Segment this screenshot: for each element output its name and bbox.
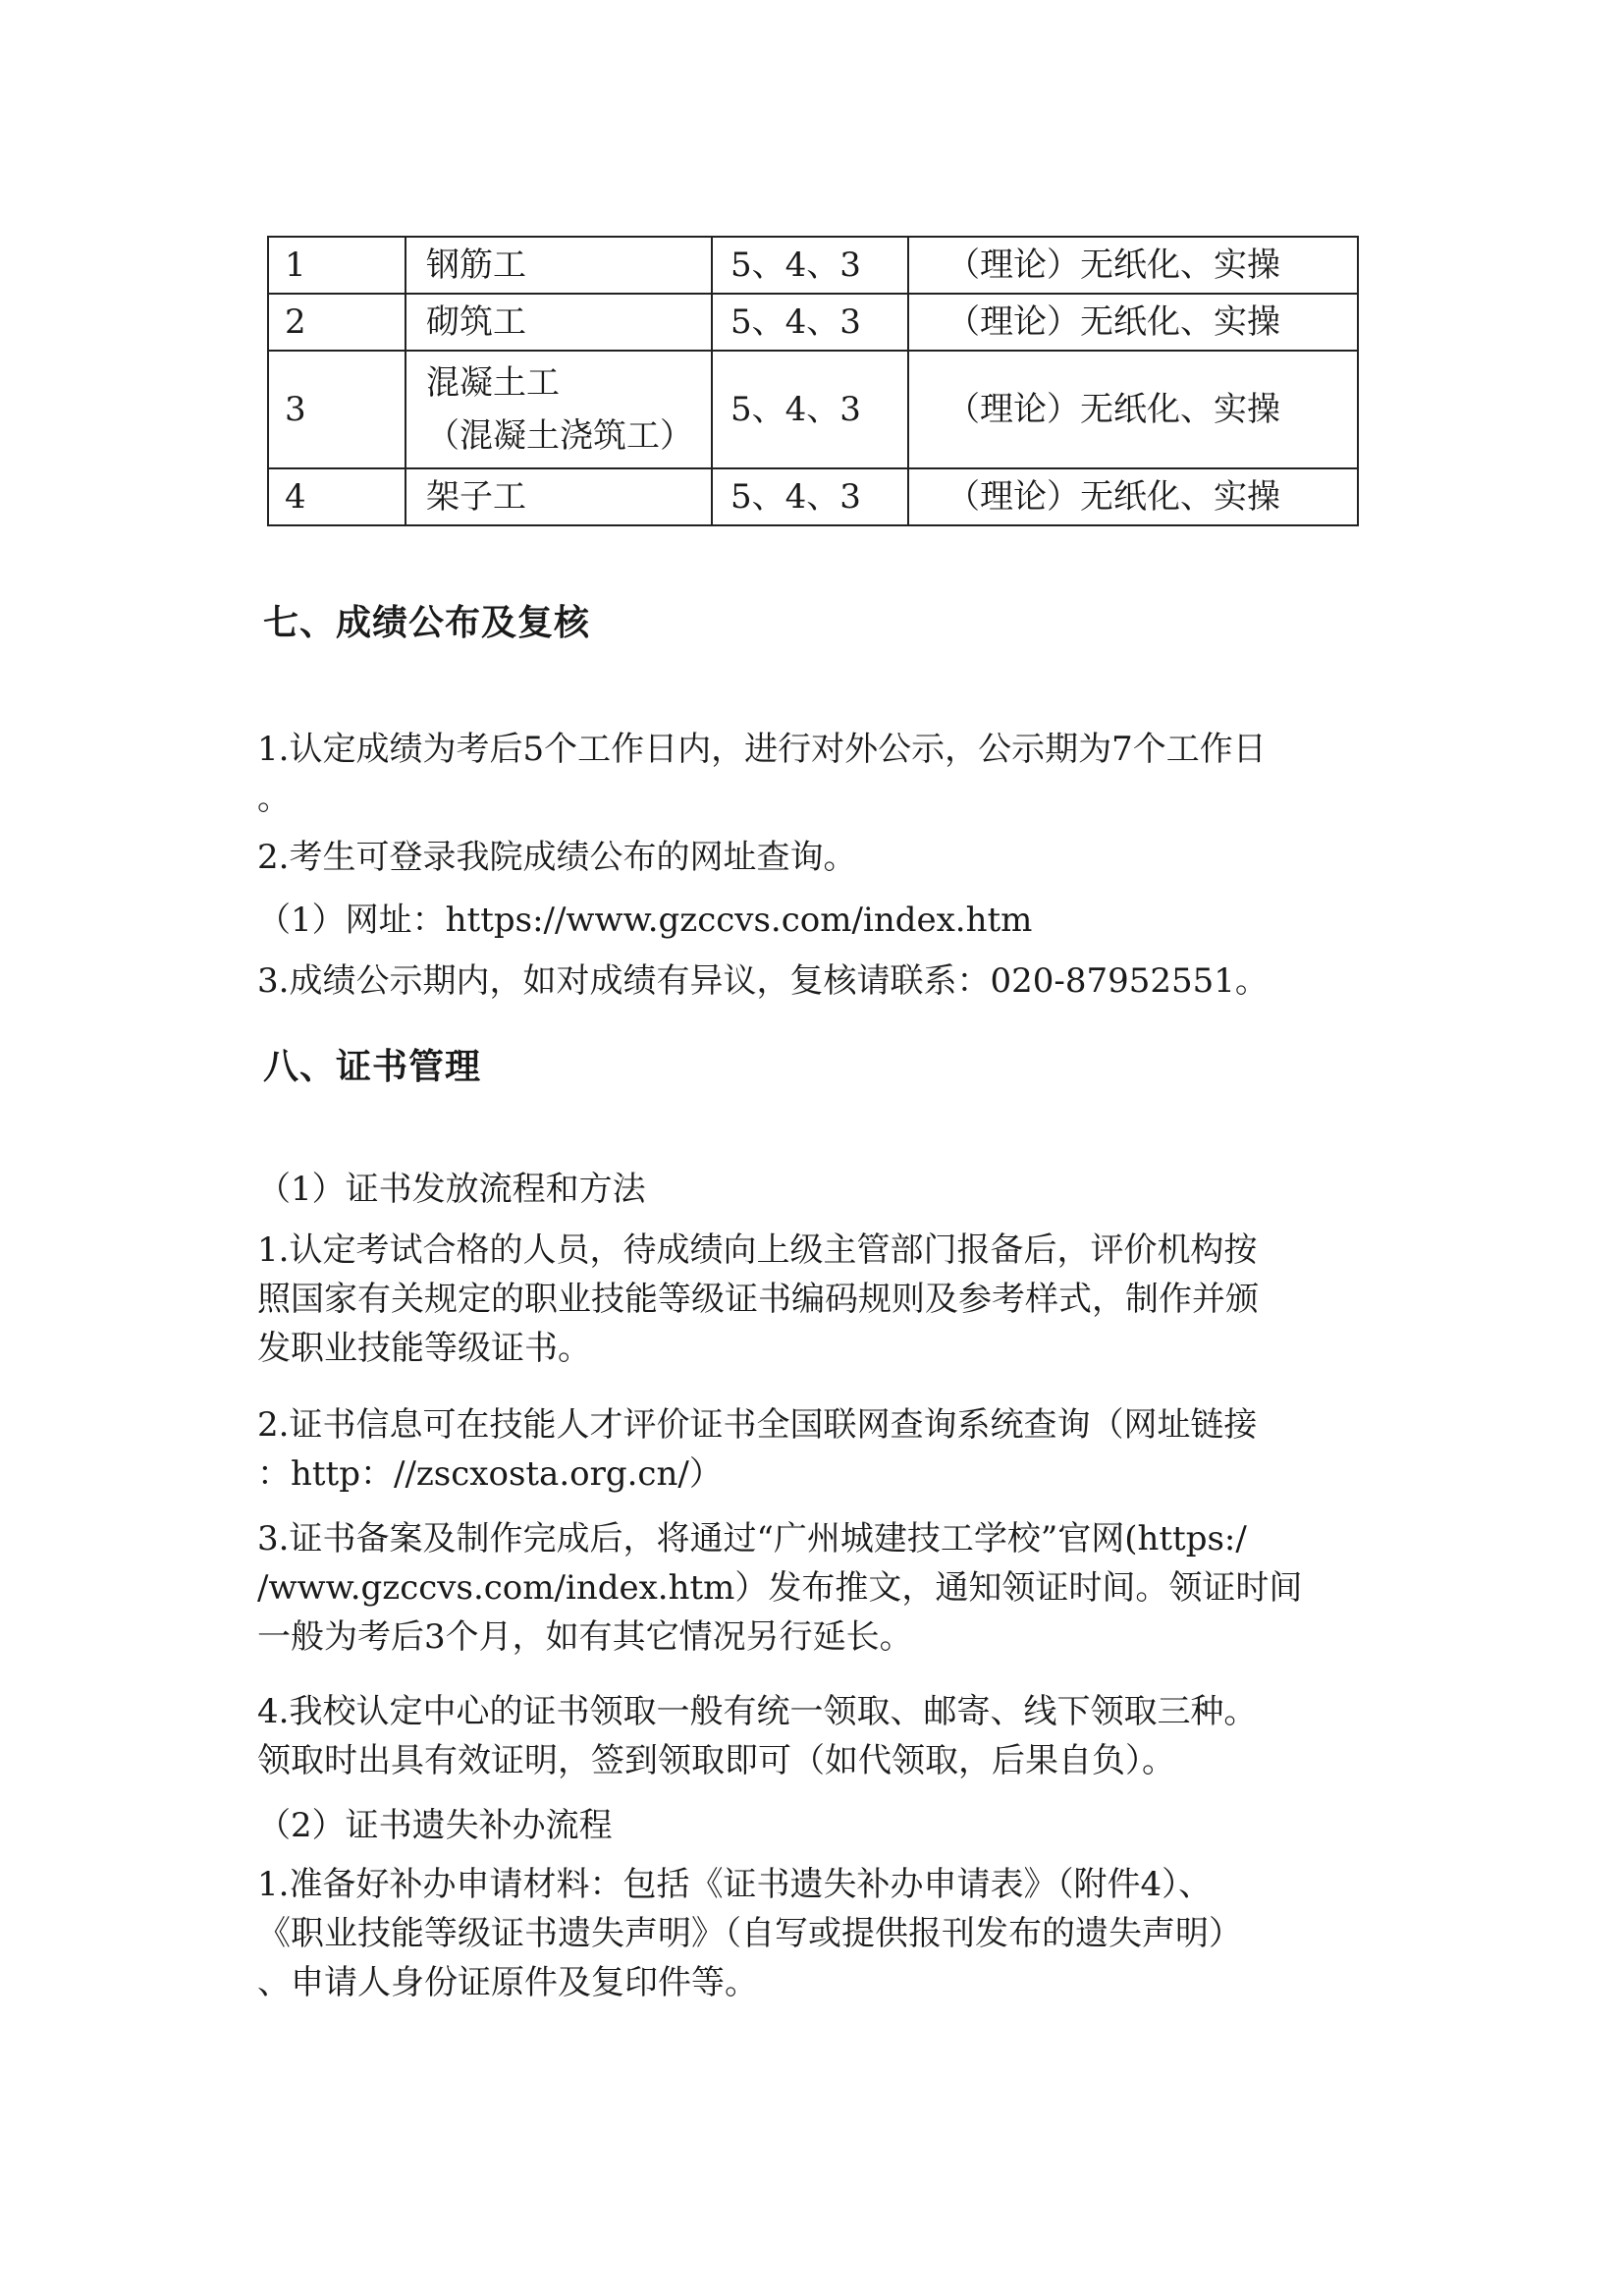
paragraph-line: 4.我校认定中心的证书领取一般有统一领取、邮寄、线下领取三种。 [257,1692,1258,1731]
table-row [268,468,1358,525]
levels: 5、4、3 [712,294,908,351]
subsection-1-item-1 [257,1226,1259,1373]
paragraph-line: /www.gzccvs.com/index.htm）发布推文，通知领证时间。领证时间 [257,1568,1303,1608]
paragraph-line: ：http：//zscxosta.org.cn/） [257,1454,723,1494]
exam-method: （理论）无纸化、实操 [908,351,1358,468]
paragraph-line: 《职业技能等级证书遗失声明》（自写或提供报刊发布的遗失声明） [257,1914,1242,1953]
section-7-item-3: 3.成绩公示期内，如对成绩有异议，复核请联系：020-87952551。 [257,961,1269,1001]
subsection-2-title: （2）证书遗失补办流程 [257,1806,613,1845]
paragraph-line: 领取时出具有效证明，签到领取即可（如代领取，后果自负）。 [257,1741,1175,1780]
paragraph-line: 一般为考后3个月，如有其它情况另行延长。 [257,1617,913,1657]
occupation-name: 架子工 [406,468,712,525]
subsection-1-item-2 [257,1400,1257,1499]
levels: 5、4、3 [712,468,908,525]
paragraph-line: 2.证书信息可在技能人才评价证书全国联网查询系统查询（网址链接 [257,1405,1258,1445]
section-7-item-2: 2.考生可登录我院成绩公布的网址查询。 [257,838,857,877]
paragraph-line: 3.证书备案及制作完成后，将通过“广州城建技工学校”官网(https:/ [257,1519,1247,1558]
row-number: 3 [268,351,406,468]
table-row [268,237,1358,294]
paragraph-line: 1.认定考试合格的人员，待成绩向上级主管部门报备后，评价机构按 [257,1230,1258,1270]
section-7-url: （1）网址：https://www.gzccvs.com/index.htm [257,901,1033,940]
section-8-heading: 八、证书管理 [263,1047,482,1087]
table-row [268,294,1358,351]
paragraph-line: 。 [257,779,291,818]
levels: 5、4、3 [712,237,908,294]
occupation-name: 砌筑工 [406,294,712,351]
exam-method: （理论）无纸化、实操 [908,294,1358,351]
occupation-table [267,236,1359,526]
occupation-name-cell [406,351,712,468]
row-number: 1 [268,237,406,294]
occupation-name: 混凝土工 [426,363,560,403]
paragraph-line: 1.认定成绩为考后5个工作日内，进行对外公示，公示期为7个工作日 [257,730,1267,769]
occupation-alias: （混凝土浇筑工） [426,416,693,456]
exam-method: （理论）无纸化、实操 [908,468,1358,525]
exam-method: （理论）无纸化、实操 [908,237,1358,294]
paragraph-line: 、申请人身份证原件及复印件等。 [257,1963,758,2002]
section-7-heading: 七、成绩公布及复核 [263,603,591,643]
subsection-1-item-4 [257,1687,1257,1785]
levels: 5、4、3 [712,351,908,468]
occupation-name: 钢筋工 [406,237,712,294]
paragraph-line: 照国家有关规定的职业技能等级证书编码规则及参考样式，制作并颁 [257,1280,1259,1319]
paragraph-line: 发职业技能等级证书。 [257,1329,591,1368]
subsection-1-item-3 [257,1514,1302,1662]
row-number: 2 [268,294,406,351]
row-number: 4 [268,468,406,525]
subsection-1-title: （1）证书发放流程和方法 [257,1170,646,1209]
paragraph-line: 1.准备好补办申请材料：包括《证书遗失补办申请表》（附件4）、 [257,1865,1213,1904]
subsection-2-item-1 [257,1860,1242,2007]
table-row [268,351,1358,468]
section-7-item-1 [257,725,1267,823]
